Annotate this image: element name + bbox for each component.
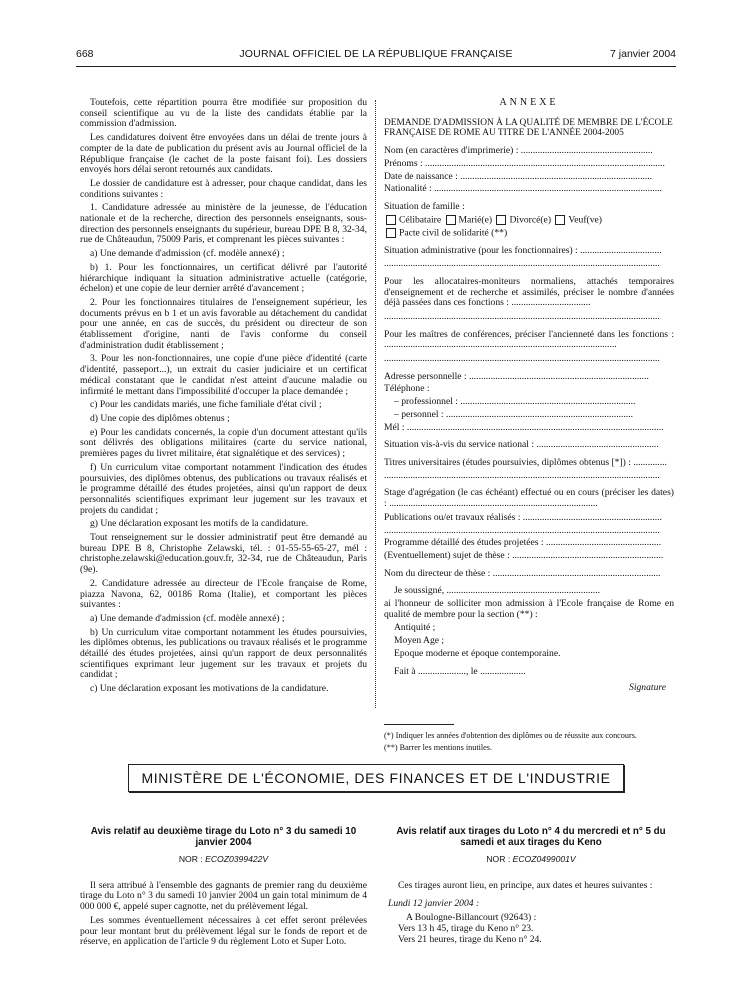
form-field: Publications ou/et travaux réalisés : ..........................................................	[384, 512, 662, 523]
list-item: a) Une demande d'admission (cf. modèle annexé) ;	[90, 248, 285, 260]
form-field: Pour les allocataires-moniteurs normaliens, attachés temporaires d'enseignement et de recherche et assimilés, préciser le nombre d'années déjà passées dans ces fonctions : .................................	[384, 276, 674, 309]
checkbox	[446, 215, 456, 225]
paragraph: 2. Candidature adressée au directeur de l'Ecole française de Rome, piazza Navona, 62, 00186 Roma (Italie), et comportant les pièces suivantes :	[80, 577, 367, 611]
column-divider	[375, 100, 376, 708]
checkbox	[555, 215, 565, 225]
form-field: Programme détaillé des études projetées : ................................................	[384, 538, 662, 549]
paragraph: Ces tirages auront lieu, en principe, aux dates et heures suivantes :	[398, 879, 653, 891]
list-item: g) Une déclaration exposant les motifs de la candidature.	[90, 518, 309, 530]
ministry-banner: MINISTÈRE DE L'ÉCONOMIE, DES FINANCES ET DE L'INDUSTRIE	[128, 764, 624, 792]
signature-label: Signature	[629, 682, 666, 694]
section-option: Moyen Age ;	[394, 636, 445, 647]
paragraph: Le dossier de candidature est à adresser, pour chaque candidat, dans les conditions suivantes :	[80, 177, 367, 200]
avis-loto-3	[80, 826, 367, 951]
declaration-request: ai l'honneur de solliciter mon admission à l'Ecole française de Rome en qualité de membre pour la section (**) :	[384, 598, 674, 620]
declaration-name: Je soussigné, ................................................................	[394, 586, 600, 597]
form-field-firstnames: Prénoms : ....................................................................................................	[384, 158, 665, 169]
list-item: 2. Pour les fonctionnaires titulaires de l'enseignement supérieur, les documents prévus en b 1 et un avis favorable au détachement du candidat pour une année, en cas de succès, du président ou directeur de son établissement d'origine, nanti de l'avis conforme du conseil d'administration dudit établissement ;	[80, 296, 367, 351]
header-rule	[76, 66, 676, 67]
checkbox	[386, 228, 396, 238]
checkbox	[386, 215, 396, 225]
issue-date: 7 janvier 2004	[610, 48, 676, 60]
form-field: Titres universitaires (études poursuivies, diplômes obtenus [*]) : ..............	[384, 457, 667, 468]
avis-title: Avis relatif au deuxième tirage du Loto n° 3 du samedi 10 janvier 2004	[90, 826, 357, 848]
form-field: Stage d'agrégation (le cas échéant) effectué ou en cours (préciser les dates) : .......................................................................................	[384, 488, 674, 510]
paragraph: Les candidatures doivent être envoyées dans un délai de trente jours à compter de la date de publication du présent avis au Journal officiel de la République française (le cachet de la poste faisant foi). Les dossiers envoyés hors délai seront retournés aux candidats.	[80, 132, 367, 176]
situation-label: Situation de famille :	[384, 201, 465, 212]
form-field-nationality: Nationalité : ...............................................................................................	[384, 184, 662, 195]
paragraph: Il sera attribué à l'ensemble des gagnants de premier rang du deuxième tirage du Loto n° 3 du samedi 10 janvier 2004 un gain total minimum de 4 000 000 €, appelé super cagnotte, net du prélèvement légal.	[80, 879, 367, 913]
nor-reference: NOR : ECOZ0399422V	[178, 854, 269, 864]
annexe-heading: ANNEXE	[499, 97, 559, 108]
form-field: Situation vis-à-vis du service national : ...................................................	[384, 440, 659, 451]
form-field: ...................................................................................................................	[384, 354, 660, 365]
paragraph: 1. Candidature adressée au ministère de la jeunesse, de l'éducation nationale et de la recherche, direction des personnels enseignants, sous-direction des personnels enseignants du supérieur, bureau DPE B 8, 32-34, rue de Châteaudun, 75009 Paris, et comprenant les pièces suivantes :	[80, 202, 367, 246]
form-field: Pour les maîtres de conférences, préciser l'ancienneté dans les fonctions : .................................................................................................	[384, 329, 674, 351]
form-field: – professionnel : .........................................................................	[394, 397, 636, 408]
form-field: ...................................................................................................................	[384, 470, 660, 481]
list-item: b) Un curriculum vitae comportant notamment les études poursuivies, les diplômes obtenus, les publications ou travaux réalisés et le programme détaillé des études projetées, ainsi qu'un rapport de deux personnalités scientifiques exprimant leur jugement sur les travaux et projets du candidat ;	[80, 626, 367, 681]
paragraph: Toutefois, cette répartition pourra être modifiée sur proposition du conseil scientifique au vu de la liste des candidats établie par la commission d'admission.	[80, 97, 367, 130]
list-item: b) 1. Pour les fonctionnaires, un certificat délivré par l'autorité hiérarchique indiquant la situation administrative actuelle (catégorie, échelon) et une copie de leur dernier arrêté d'avancement ;	[80, 261, 367, 295]
form-field-birthdate: Date de naissance : ................................................................................	[384, 171, 653, 182]
list-item: f) Un curriculum vitae comportant notamment l'indication des études poursuivies, des diplômes obtenus, des publications ou travaux réalisés et le programme détaillé des études projetées, ainsi qu'un rapport de deux personnalités scientifiques exprimant leur jugement sur les travaux et projets du candidat ;	[80, 461, 367, 516]
list-item: c) Pour les candidats mariés, une fiche familiale d'état civil ;	[90, 399, 322, 411]
annexe-title: DEMANDE D'ADMISSION À LA QUALITÉ DE MEMBRE DE L'ÉCOLE FRANÇAISE DE ROME AU TITRE DE L'ANNÉE 2004-2005	[384, 117, 673, 138]
pacs-option	[384, 228, 674, 239]
journal-title: JOURNAL OFFICIEL DE LA RÉPUBLIQUE FRANÇAISE	[239, 48, 513, 60]
list-item: a) Une demande d'admission (cf. modèle annexé) ;	[90, 612, 285, 624]
option-label: Marié(e)	[458, 214, 493, 226]
nor-reference: NOR : ECOZ0499001V	[486, 854, 576, 864]
paragraph: Tout renseignement sur le dossier administratif peut être demandé au bureau DPE B 8, Christophe Zelawski, tél. : 01-55-55-65-27, mél : christophe.zelawski@education.gouv.fr, 32-34, rue de Châteaudun, Paris (9e).	[80, 532, 367, 576]
footnote-rule	[384, 724, 454, 725]
draw-time: Vers 21 heures, tirage du Keno n° 24.	[398, 933, 542, 945]
option-label: Divorcé(e)	[509, 214, 552, 226]
draw-place: A Boulogne-Billancourt (92643) :	[406, 912, 537, 924]
form-field: ...................................................................................................................	[384, 311, 660, 322]
form-field: Téléphone :	[384, 384, 430, 395]
option-label: Veuf(ve)	[568, 214, 602, 226]
draw-day: Lundi 12 janvier 2004 :	[388, 898, 480, 910]
page-number: 668	[76, 48, 94, 60]
option-label: Célibataire	[399, 214, 442, 226]
footnote: (*) Indiquer les années d'obtention des diplômes ou de réussite aux concours.	[384, 730, 637, 740]
form-field: (Eventuellement) sujet de thèse : ...............................................................	[384, 550, 664, 561]
form-field: Nom du directeur de thèse : ......................................................................	[384, 568, 661, 579]
form-field: Mél : ...........................................................................................................	[384, 422, 664, 433]
place-date-line: Fait à ...................., le ...................	[394, 666, 526, 677]
form-field: Adresse personnelle : ...........................................................................	[384, 371, 649, 382]
avis-loto-4-5	[388, 826, 674, 945]
annexe-form	[384, 98, 674, 755]
list-item: e) Pour les candidats concernés, la copie d'un document attestant qu'ils sont délivrés des obligations militaires (carte du service national, premières pages du livret militaire, état signalétique et des services) ;	[80, 426, 367, 460]
option-label: Pacte civil de solidarité (**)	[399, 227, 508, 239]
form-field: ...................................................................................................................	[384, 525, 660, 536]
section-option: Antiquité ;	[394, 623, 436, 634]
list-item: d) Une copie des diplômes obtenus ;	[90, 412, 230, 424]
form-field: – personnel : ..............................................................................	[394, 409, 634, 420]
footnote: (**) Barrer les mentions inutiles.	[384, 743, 493, 753]
draw-time: Vers 13 h 45, tirage du Keno n° 23.	[398, 922, 534, 934]
form-field-name: Nom (en caractères d'imprimerie) : .......................................................	[384, 146, 653, 157]
page-header	[76, 48, 676, 64]
situation-options	[384, 215, 674, 226]
form-field: Situation administrative (pour les fonctionnaires) : ..................................	[384, 246, 662, 257]
section-option: Epoque moderne et époque contemporaine.	[394, 648, 561, 659]
nor-code: ECOZ0399422V	[205, 854, 269, 864]
paragraph: Les sommes éventuellement nécessaires à cet effet seront prélevées pour leur montant brut du prélèvement légal sur le fonds de report et de réserve, en application de l'article 9 du règlement Loto et Super Loto.	[80, 914, 367, 948]
list-item: 3. Pour les non-fonctionnaires, une copie d'une pièce d'identité (carte d'identité, passeport...), un extrait du casier judiciaire et un certificat médical constatant que le candidat n'est atteint d'aucune maladie ou infirmité le mettant dans l'impossibilité d'occuper la place demandée ;	[80, 353, 367, 397]
nor-code: ECOZ0499001V	[512, 854, 576, 864]
left-column	[80, 98, 367, 698]
checkbox	[496, 215, 506, 225]
list-item: c) Une déclaration exposant les motivations de la candidature.	[90, 683, 329, 695]
avis-title: Avis relatif aux tirages du Loto n° 4 du mercredi et n° 5 du samedi et aux tirages du Keno	[396, 826, 666, 848]
form-field: ...................................................................................................................	[384, 259, 660, 270]
